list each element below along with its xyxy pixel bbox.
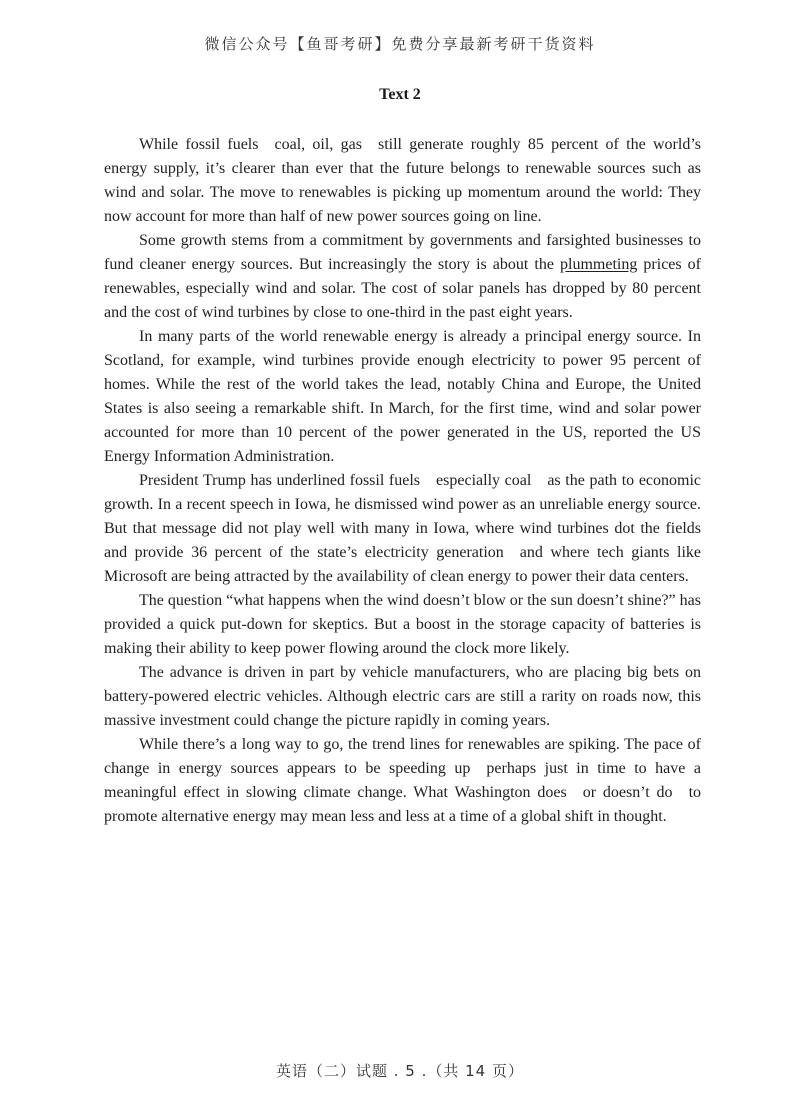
text-segment: and where tech giants like Microsoft are being attracted by the availability of clean energy to power their data centers. (104, 544, 702, 585)
header-banner: 微信公众号【鱼哥考研】免费分享最新考研干货资料 (204, 35, 596, 53)
text-segment: coal, oil, gas (274, 136, 362, 153)
text-segment: prices of renewables, especially wind and solar. The cost of solar panels has dropped by 80 percent and the cost of wind turbines by close to one-third in the past eight years. (104, 256, 702, 321)
text-segment: or doesn’t do (582, 784, 673, 801)
text-segment: President Trump has underlined fossil fuels (139, 472, 421, 489)
paragraph-4 (104, 469, 701, 589)
page-footer: 英语（二）试题 . 5 .（共 14 页） (275, 1062, 524, 1080)
text-segment: Some growth stems from a commitment by governments and farsighted businesses to fund cleaner energy sources. But increasingly the story is about the (104, 232, 701, 273)
paragraph-2 (104, 229, 701, 325)
underlined-word: plummeting (560, 256, 638, 273)
text-segment: as the path to economic growth. In a recent speech in Iowa, he dismissed wind power as an unreliable energy source. But that message did not play well with many in Iowa, where wind turbines dot the fields and provide 36 percent of the state’s electricity generation (104, 472, 702, 561)
text-segment: to promote alternative energy may mean less and less at a time of a global shift in thought. (104, 784, 702, 825)
text-segment: perhaps just in time to have a meaningful effect in slowing climate change. What Washington does (104, 760, 701, 801)
text-segment: While there’s a long way to go, the trend lines for renewables are spiking. The pace of change in energy sources appears to be speeding up (104, 736, 701, 777)
text-segment: still generate roughly 85 percent of the world’s energy supply, it’s clearer than ever that the future belongs to renewable sources such as wind and solar. The move to renewables is picking up momentum around the world: They now account for more than half of new power sources going on line. (104, 136, 702, 225)
paragraph-5: The question “what happens when the wind doesn’t blow or the sun doesn’t shine?” has provided a quick put-down for skeptics. But a boost in the storage capacity of batteries is making their ability to keep power flowing around the clock more likely. (104, 592, 701, 657)
text-segment: especially coal (436, 472, 532, 489)
article-body (104, 133, 701, 829)
document-title: Text 2 (379, 86, 421, 103)
paragraph-1 (104, 133, 701, 229)
paragraph-6: The advance is driven in part by vehicle manufacturers, who are placing big bets on battery-powered electric vehicles. Although electric cars are still a rarity on roads now, this massive investment could change the picture rapidly in coming years. (104, 664, 701, 729)
paragraph-3: In many parts of the world renewable energy is already a principal energy source. In Scotland, for example, wind turbines provide enough electricity to power 95 percent of homes. While the rest of the world takes the lead, notably China and Europe, the United States is also seeing a remarkable shift. In March, for the first time, wind and solar power accounted for more than 10 percent of the power generated in the US, reported the US Energy Information Administration. (104, 328, 701, 465)
text-segment: While fossil fuels (139, 136, 259, 153)
paragraph-7 (104, 733, 701, 829)
